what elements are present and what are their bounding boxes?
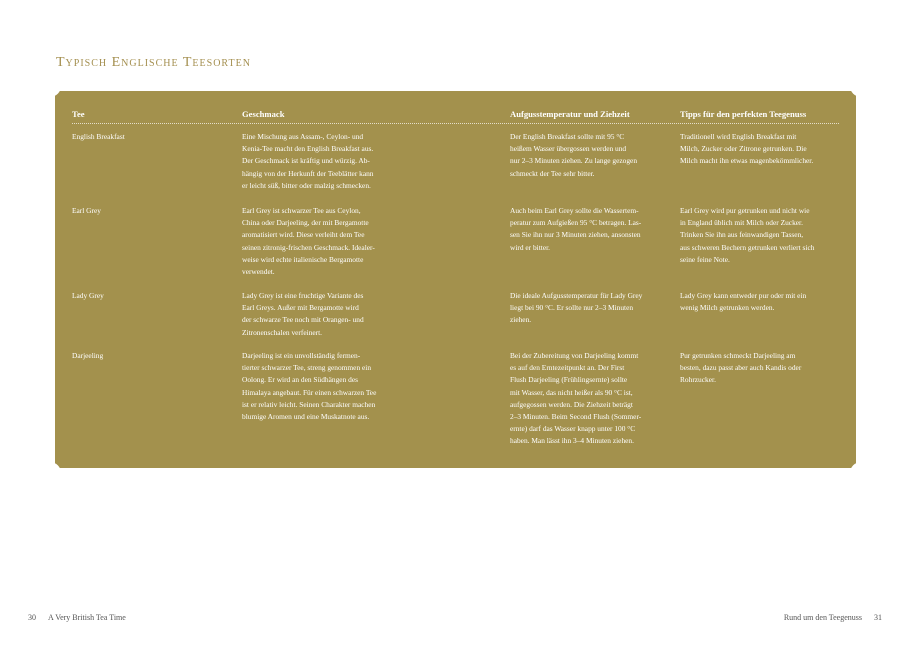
brewing-cell — [510, 290, 672, 327]
text-line: Der Geschmack ist kräftig und würzig. Ab- — [242, 156, 370, 166]
text-line: ernte) darf das Wasser knapp unter 100 °C — [510, 424, 636, 434]
tips-cell — [680, 131, 842, 168]
header-divider — [72, 123, 839, 124]
page-number-left: 30 — [28, 613, 36, 622]
tea-name: Earl Grey — [72, 206, 101, 215]
text-line: seine feine Note. — [680, 254, 730, 264]
text-line: Zitronenschalen verfeinert. — [242, 327, 323, 337]
brewing-cell — [510, 131, 672, 180]
text-line: aufgegossen werden. Die Ziehzeit beträgt — [510, 399, 633, 409]
text-line: schmeckt der Tee sehr bitter. — [510, 168, 595, 178]
column-header-tips: Tipps für den perfekten Teegenuss — [680, 109, 807, 119]
book-title: A Very British Tea Time — [48, 613, 126, 622]
text-line: tierter schwarzer Tee, streng genommen ein — [242, 363, 372, 373]
text-line: Auch beim Earl Grey sollte die Wassertem- — [510, 206, 639, 215]
text-line: wird er bitter. — [510, 242, 551, 252]
text-line: Darjeeling ist ein unvollständig fermen- — [242, 351, 361, 360]
text-line: Lady Grey kann entweder pur oder mit ein — [680, 291, 807, 300]
tips-cell — [680, 290, 842, 314]
page-number-right: 31 — [874, 613, 882, 622]
text-line: ist er relativ leicht. Seinen Charakter machen — [242, 399, 376, 409]
column-header-taste: Geschmack — [242, 109, 285, 119]
text-line: mit Wasser, das nicht heißer als 90 °C ist, — [510, 387, 633, 397]
tips-cell — [680, 350, 842, 387]
text-line: nur 2–3 Minuten ziehen. Zu lange gezogen — [510, 156, 638, 166]
text-line: es auf den Erntezeitpunkt an. Der First — [510, 363, 625, 373]
text-line: Earl Grey ist schwarzer Tee aus Ceylon, — [242, 206, 361, 215]
text-line: Milch macht ihn etwas magenbekömmlicher. — [680, 156, 814, 166]
tea-name: Lady Grey — [72, 291, 104, 300]
text-line: Die ideale Aufgusstemperatur für Lady Grey — [510, 291, 643, 300]
footer-left — [28, 613, 126, 622]
text-line: 2–3 Minuten. Beim Second Flush (Sommer- — [510, 412, 642, 422]
text-line: blumige Aromen und eine Muskatnote aus. — [242, 412, 370, 422]
brewing-cell — [510, 350, 672, 448]
text-line: seinen zitronig-frischen Geschmack. Idealer- — [242, 242, 375, 252]
taste-cell — [242, 131, 402, 192]
text-line: Lady Grey ist eine fruchtige Variante des — [242, 291, 364, 300]
text-line: heißem Wasser übergossen werden und — [510, 144, 627, 154]
text-line: Kenia-Tee macht den English Breakfast aus. — [242, 144, 374, 154]
footer-right — [784, 613, 882, 622]
text-line: wenig Milch getrunken werden. — [680, 303, 775, 313]
panel-corner — [50, 86, 61, 97]
text-line: liegt bei 90 °C. Er sollte nur 2–3 Minuten — [510, 303, 634, 313]
tea-name: English Breakfast — [72, 132, 125, 141]
text-line: peratur zum Aufgießen 95 °C betragen. Las- — [510, 218, 642, 228]
text-line: der schwarze Tee noch mit Orangen- und — [242, 315, 364, 325]
tips-cell — [680, 205, 842, 266]
panel-corner — [50, 462, 61, 473]
text-line: aus schweren Bechern getrunken verliert sich — [680, 242, 815, 252]
text-line: Traditionell wird English Breakfast mit — [680, 132, 797, 141]
page-title: Typisch Englische Teesorten — [56, 55, 251, 70]
text-line: Earl Grey wird pur getrunken und nicht wie — [680, 206, 810, 215]
text-line: Bei der Zubereitung von Darjeeling kommt — [510, 351, 639, 360]
taste-cell — [242, 290, 402, 339]
column-header-tea: Tee — [72, 109, 85, 119]
text-line: Eine Mischung aus Assam-, Ceylon- und — [242, 132, 364, 141]
text-line: in England üblich mit Milch oder Zucker. — [680, 218, 803, 228]
text-line: er leicht süß, bitter oder malzig schmecken. — [242, 180, 371, 190]
text-line: Oolong. Er wird an den Südhängen des — [242, 375, 358, 385]
taste-cell — [242, 350, 402, 423]
text-line: verwendet. — [242, 267, 275, 277]
brewing-cell — [510, 205, 672, 254]
text-line: Der English Breakfast sollte mit 95 °C — [510, 132, 625, 141]
text-line: Pur getrunken schmeckt Darjeeling am — [680, 351, 796, 360]
column-header-brewing: Aufgusstemperatur und Ziehzeit — [510, 109, 630, 119]
text-line: Trinken Sie ihn aus feinwandigen Tassen, — [680, 230, 804, 240]
text-line: besten, dazu passt aber auch Kandis oder — [680, 363, 802, 373]
panel-corner — [850, 462, 861, 473]
text-line: hängig von der Herkunft der Teeblätter kann — [242, 168, 374, 178]
text-line: sen Sie ihn nur 3 Minuten ziehen, ansonsten — [510, 230, 641, 240]
taste-cell — [242, 205, 402, 278]
text-line: Rohrzucker. — [680, 375, 716, 385]
text-line: China oder Darjeeling, der mit Bergamotte — [242, 218, 369, 228]
text-line: weise wird echte italienische Bergamotte — [242, 254, 364, 264]
text-line: haben. Man lässt ihn 3–4 Minuten ziehen. — [510, 436, 634, 446]
tea-table — [55, 91, 856, 468]
tea-name: Darjeeling — [72, 351, 104, 360]
text-line: Earl Greys. Außer mit Bergamotte wird — [242, 303, 359, 313]
text-line: Himalaya angebaut. Für einen schwarzen Tee — [242, 387, 377, 397]
text-line: Flush Darjeeling (Frühlingsernte) sollte — [510, 375, 628, 385]
panel-corner — [850, 86, 861, 97]
text-line: ziehen. — [510, 315, 532, 325]
text-line: aromatisiert wird. Diese verleiht dem Tee — [242, 230, 365, 240]
text-line: Milch, Zucker oder Zitrone getrunken. Die — [680, 144, 807, 154]
chapter-title: Rund um den Teegenuss — [783, 613, 862, 622]
